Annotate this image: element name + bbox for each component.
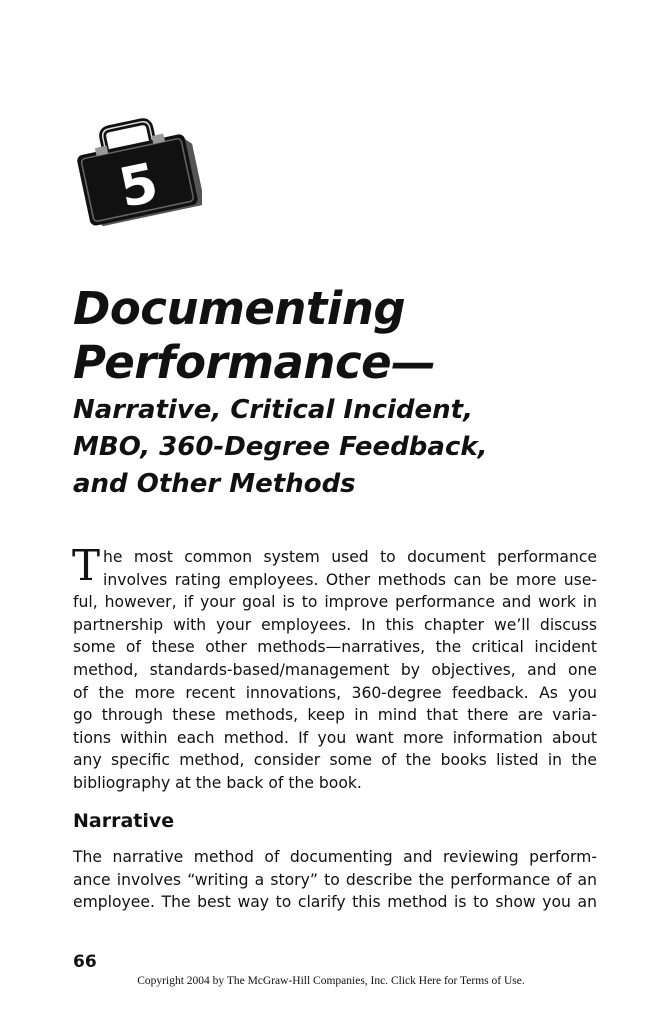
chapter-number: 5 xyxy=(113,150,164,221)
chapter-title-main xyxy=(73,282,633,390)
text-line: involves rating employees. Other methods can be more use- xyxy=(103,570,597,589)
text-line: bibliography at the back of the book. xyxy=(73,773,362,792)
title-line: Performance— xyxy=(73,336,436,389)
text-line: method, standards-based/management by objectives, and one xyxy=(73,660,597,679)
text-line: any specific method, consider some of the books listed in the xyxy=(73,751,597,770)
text-line: go through these methods, keep in mind that there are varia- xyxy=(73,706,597,725)
subtitle-line: Narrative, Critical Incident, xyxy=(73,395,473,425)
copyright-link[interactable]: Copyright 2004 by The McGraw-Hill Companies, Inc. Click Here for Terms of Use. xyxy=(137,975,525,987)
text-line: partnership with your employees. In this chapter we’ll discuss xyxy=(73,615,597,634)
text-line: ance involves “writing a story” to describe the performance of an xyxy=(73,870,597,889)
intro-paragraph xyxy=(72,541,597,795)
text-line: ful, however, if your goal is to improve performance and work in xyxy=(73,593,597,612)
chapter-title xyxy=(73,282,633,503)
section-paragraph xyxy=(73,846,597,914)
drop-cap: T xyxy=(72,541,101,590)
text-line: he most common system used to document performance xyxy=(103,548,597,566)
subtitle-line: and Other Methods xyxy=(73,469,356,499)
text-line: The narrative method of documenting and reviewing perform- xyxy=(73,848,597,866)
page-number: 66 xyxy=(73,952,97,972)
text-line: employee. The best way to clarify this method is to show you an xyxy=(73,893,597,912)
chapter-subtitle xyxy=(73,392,633,503)
section-heading: Narrative xyxy=(73,810,175,832)
briefcase-icon xyxy=(72,118,202,230)
text-line: of the more recent innovations, 360-degree feedback. As you xyxy=(73,683,597,702)
subtitle-line: MBO, 360-Degree Feedback, xyxy=(73,432,488,462)
text-line: some of these other methods—narratives, the critical incident xyxy=(73,638,597,657)
title-line: Documenting xyxy=(73,282,406,335)
text-line: tions within each method. If you want more information about xyxy=(73,728,597,747)
